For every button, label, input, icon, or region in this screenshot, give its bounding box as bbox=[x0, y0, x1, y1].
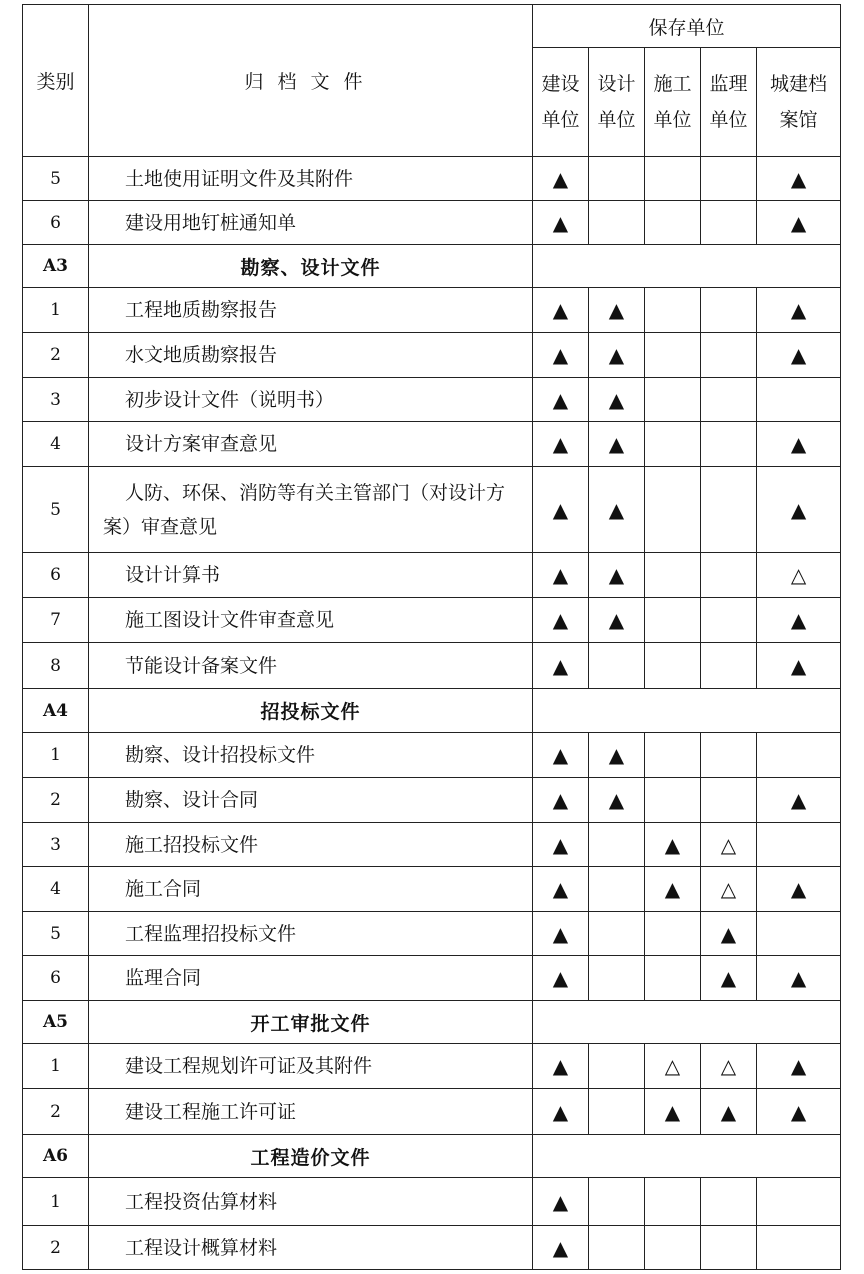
mark-design-empty-mark bbox=[589, 956, 645, 1001]
mark-contractor-filled-triangle-icon: ▲ bbox=[645, 1089, 701, 1135]
section-blank-cell bbox=[533, 1135, 841, 1178]
mark-contractor-empty-mark bbox=[645, 333, 701, 378]
document-name: 初步设计文件（说明书） bbox=[89, 378, 533, 422]
mark-contractor-empty-mark bbox=[645, 378, 701, 422]
table-row bbox=[23, 912, 841, 956]
table-header bbox=[23, 5, 841, 157]
mark-contractor-empty-mark bbox=[645, 1226, 701, 1270]
mark-construction-filled-triangle-icon: ▲ bbox=[533, 333, 589, 378]
mark-contractor-filled-triangle-icon: ▲ bbox=[645, 867, 701, 912]
mark-urban-archives-filled-triangle-icon: ▲ bbox=[757, 157, 841, 201]
document-name: 建设工程规划许可证及其附件 bbox=[89, 1044, 533, 1089]
mark-urban-archives-filled-triangle-icon: ▲ bbox=[757, 598, 841, 643]
table-row bbox=[23, 1089, 841, 1135]
mark-supervision-empty-mark bbox=[701, 553, 757, 598]
mark-construction-filled-triangle-icon: ▲ bbox=[533, 643, 589, 689]
mark-construction-filled-triangle-icon: ▲ bbox=[533, 467, 589, 553]
section-code: A4 bbox=[23, 689, 89, 733]
mark-contractor-empty-mark bbox=[645, 1178, 701, 1226]
mark-construction-filled-triangle-icon: ▲ bbox=[533, 912, 589, 956]
mark-urban-archives-empty-mark bbox=[757, 1178, 841, 1226]
mark-design-empty-mark bbox=[589, 157, 645, 201]
row-number: 2 bbox=[23, 333, 89, 378]
mark-design-empty-mark bbox=[589, 823, 645, 867]
mark-supervision-empty-mark bbox=[701, 1178, 757, 1226]
row-number: 7 bbox=[23, 598, 89, 643]
row-number: 2 bbox=[23, 1089, 89, 1135]
header-unit-contractor bbox=[645, 48, 701, 157]
table-row bbox=[23, 553, 841, 598]
table-row bbox=[23, 422, 841, 467]
row-number: 2 bbox=[23, 1226, 89, 1270]
table-row bbox=[23, 1178, 841, 1226]
mark-contractor-empty-mark bbox=[645, 201, 701, 245]
mark-supervision-empty-mark bbox=[701, 378, 757, 422]
document-name: 水文地质勘察报告 bbox=[89, 333, 533, 378]
header-unit-supervision bbox=[701, 48, 757, 157]
document-name: 建设工程施工许可证 bbox=[89, 1089, 533, 1135]
section-blank-cell bbox=[533, 1001, 841, 1044]
mark-design-filled-triangle-icon: ▲ bbox=[589, 598, 645, 643]
mark-urban-archives-empty-mark bbox=[757, 1226, 841, 1270]
mark-supervision-empty-mark bbox=[701, 288, 757, 333]
mark-design-filled-triangle-icon: ▲ bbox=[589, 378, 645, 422]
mark-design-empty-mark bbox=[589, 1044, 645, 1089]
mark-urban-archives-filled-triangle-icon: ▲ bbox=[757, 1044, 841, 1089]
document-name: 设计计算书 bbox=[89, 553, 533, 598]
section-title: 勘察、设计文件 bbox=[89, 245, 533, 288]
mark-urban-archives-filled-triangle-icon: ▲ bbox=[757, 288, 841, 333]
document-name: 勘察、设计合同 bbox=[89, 778, 533, 823]
mark-urban-archives-empty-mark bbox=[757, 912, 841, 956]
header-unit-label: 施工单位 bbox=[653, 73, 692, 131]
section-row bbox=[23, 1001, 841, 1044]
table-row bbox=[23, 598, 841, 643]
table-row bbox=[23, 201, 841, 245]
header-unit-urban-archives bbox=[757, 48, 841, 157]
table-body bbox=[23, 157, 841, 1270]
table-row bbox=[23, 157, 841, 201]
document-name: 施工招投标文件 bbox=[89, 823, 533, 867]
mark-construction-filled-triangle-icon: ▲ bbox=[533, 956, 589, 1001]
document-name: 施工图设计文件审查意见 bbox=[89, 598, 533, 643]
row-number: 2 bbox=[23, 778, 89, 823]
mark-urban-archives-filled-triangle-icon: ▲ bbox=[757, 1089, 841, 1135]
header-storage-unit: 保存单位 bbox=[533, 5, 841, 48]
section-blank-cell bbox=[533, 689, 841, 733]
section-row bbox=[23, 1135, 841, 1178]
mark-design-filled-triangle-icon: ▲ bbox=[589, 422, 645, 467]
row-number: 5 bbox=[23, 467, 89, 553]
row-number: 6 bbox=[23, 956, 89, 1001]
mark-urban-archives-empty-mark bbox=[757, 378, 841, 422]
mark-contractor-empty-mark bbox=[645, 912, 701, 956]
mark-design-empty-mark bbox=[589, 1178, 645, 1226]
section-title: 工程造价文件 bbox=[89, 1135, 533, 1178]
row-number: 5 bbox=[23, 157, 89, 201]
document-name: 节能设计备案文件 bbox=[89, 643, 533, 689]
document-name: 设计方案审查意见 bbox=[89, 422, 533, 467]
mark-construction-filled-triangle-icon: ▲ bbox=[533, 867, 589, 912]
mark-construction-filled-triangle-icon: ▲ bbox=[533, 378, 589, 422]
row-number: 1 bbox=[23, 288, 89, 333]
table-row bbox=[23, 823, 841, 867]
mark-urban-archives-filled-triangle-icon: ▲ bbox=[757, 956, 841, 1001]
mark-urban-archives-filled-triangle-icon: ▲ bbox=[757, 201, 841, 245]
mark-construction-filled-triangle-icon: ▲ bbox=[533, 598, 589, 643]
mark-construction-filled-triangle-icon: ▲ bbox=[533, 733, 589, 778]
mark-contractor-empty-mark bbox=[645, 778, 701, 823]
row-number: 4 bbox=[23, 422, 89, 467]
mark-contractor-hollow-triangle-icon: △ bbox=[645, 1044, 701, 1089]
mark-contractor-empty-mark bbox=[645, 598, 701, 643]
mark-design-filled-triangle-icon: ▲ bbox=[589, 733, 645, 778]
row-number: 5 bbox=[23, 912, 89, 956]
table-row bbox=[23, 1226, 841, 1270]
mark-contractor-empty-mark bbox=[645, 553, 701, 598]
table-row bbox=[23, 778, 841, 823]
mark-construction-filled-triangle-icon: ▲ bbox=[533, 1226, 589, 1270]
table-row bbox=[23, 956, 841, 1001]
mark-supervision-filled-triangle-icon: ▲ bbox=[701, 912, 757, 956]
table-row bbox=[23, 333, 841, 378]
mark-urban-archives-filled-triangle-icon: ▲ bbox=[757, 333, 841, 378]
header-unit-design bbox=[589, 48, 645, 157]
section-title: 开工审批文件 bbox=[89, 1001, 533, 1044]
section-code: A3 bbox=[23, 245, 89, 288]
mark-construction-filled-triangle-icon: ▲ bbox=[533, 422, 589, 467]
section-row bbox=[23, 245, 841, 288]
row-number: 1 bbox=[23, 733, 89, 778]
mark-contractor-empty-mark bbox=[645, 467, 701, 553]
header-category: 类别 bbox=[23, 5, 89, 157]
row-number: 3 bbox=[23, 378, 89, 422]
table-row bbox=[23, 867, 841, 912]
document-name: 人防、环保、消防等有关主管部门（对设计方案）审查意见 bbox=[89, 467, 533, 553]
header-unit-construction bbox=[533, 48, 589, 157]
document-name: 土地使用证明文件及其附件 bbox=[89, 157, 533, 201]
mark-design-filled-triangle-icon: ▲ bbox=[589, 333, 645, 378]
mark-urban-archives-filled-triangle-icon: ▲ bbox=[757, 643, 841, 689]
mark-supervision-empty-mark bbox=[701, 643, 757, 689]
table-row bbox=[23, 378, 841, 422]
mark-construction-filled-triangle-icon: ▲ bbox=[533, 778, 589, 823]
document-name: 勘察、设计招投标文件 bbox=[89, 733, 533, 778]
mark-design-empty-mark bbox=[589, 1089, 645, 1135]
header-unit-label: 监理单位 bbox=[709, 73, 748, 131]
mark-design-empty-mark bbox=[589, 1226, 645, 1270]
mark-supervision-empty-mark bbox=[701, 598, 757, 643]
section-row bbox=[23, 689, 841, 733]
table-row bbox=[23, 733, 841, 778]
mark-supervision-empty-mark bbox=[701, 157, 757, 201]
mark-supervision-filled-triangle-icon: ▲ bbox=[701, 1089, 757, 1135]
header-unit-label: 设计单位 bbox=[597, 73, 636, 131]
mark-urban-archives-empty-mark bbox=[757, 733, 841, 778]
mark-construction-filled-triangle-icon: ▲ bbox=[533, 288, 589, 333]
row-number: 1 bbox=[23, 1044, 89, 1089]
mark-construction-filled-triangle-icon: ▲ bbox=[533, 201, 589, 245]
mark-contractor-empty-mark bbox=[645, 422, 701, 467]
mark-construction-filled-triangle-icon: ▲ bbox=[533, 1089, 589, 1135]
document-name: 监理合同 bbox=[89, 956, 533, 1001]
document-name: 工程地质勘察报告 bbox=[89, 288, 533, 333]
mark-design-filled-triangle-icon: ▲ bbox=[589, 778, 645, 823]
mark-urban-archives-hollow-triangle-icon: △ bbox=[757, 553, 841, 598]
mark-supervision-empty-mark bbox=[701, 1226, 757, 1270]
mark-contractor-empty-mark bbox=[645, 643, 701, 689]
row-number: 6 bbox=[23, 201, 89, 245]
mark-supervision-empty-mark bbox=[701, 778, 757, 823]
row-number: 3 bbox=[23, 823, 89, 867]
mark-urban-archives-filled-triangle-icon: ▲ bbox=[757, 467, 841, 553]
mark-urban-archives-filled-triangle-icon: ▲ bbox=[757, 867, 841, 912]
mark-supervision-empty-mark bbox=[701, 467, 757, 553]
document-name: 工程设计概算材料 bbox=[89, 1226, 533, 1270]
table-row bbox=[23, 288, 841, 333]
mark-urban-archives-filled-triangle-icon: ▲ bbox=[757, 422, 841, 467]
mark-supervision-hollow-triangle-icon: △ bbox=[701, 867, 757, 912]
table-row bbox=[23, 1044, 841, 1089]
document-name: 工程投资估算材料 bbox=[89, 1178, 533, 1226]
table-row bbox=[23, 467, 841, 553]
mark-construction-filled-triangle-icon: ▲ bbox=[533, 823, 589, 867]
mark-design-empty-mark bbox=[589, 867, 645, 912]
section-code: A5 bbox=[23, 1001, 89, 1044]
mark-design-empty-mark bbox=[589, 643, 645, 689]
mark-contractor-empty-mark bbox=[645, 157, 701, 201]
header-unit-label: 城建档案馆 bbox=[770, 73, 828, 131]
mark-supervision-filled-triangle-icon: ▲ bbox=[701, 956, 757, 1001]
section-blank-cell bbox=[533, 245, 841, 288]
section-code: A6 bbox=[23, 1135, 89, 1178]
mark-supervision-empty-mark bbox=[701, 422, 757, 467]
mark-urban-archives-filled-triangle-icon: ▲ bbox=[757, 778, 841, 823]
mark-contractor-empty-mark bbox=[645, 288, 701, 333]
document-name: 工程监理招投标文件 bbox=[89, 912, 533, 956]
mark-contractor-empty-mark bbox=[645, 956, 701, 1001]
row-number: 6 bbox=[23, 553, 89, 598]
section-title: 招投标文件 bbox=[89, 689, 533, 733]
mark-design-filled-triangle-icon: ▲ bbox=[589, 467, 645, 553]
mark-design-empty-mark bbox=[589, 912, 645, 956]
mark-construction-filled-triangle-icon: ▲ bbox=[533, 553, 589, 598]
mark-construction-filled-triangle-icon: ▲ bbox=[533, 1178, 589, 1226]
mark-construction-filled-triangle-icon: ▲ bbox=[533, 157, 589, 201]
document-name: 建设用地钉桩通知单 bbox=[89, 201, 533, 245]
mark-design-filled-triangle-icon: ▲ bbox=[589, 553, 645, 598]
mark-supervision-empty-mark bbox=[701, 333, 757, 378]
table-row bbox=[23, 643, 841, 689]
header-archive-document: 归档文件 bbox=[89, 5, 533, 157]
row-number: 4 bbox=[23, 867, 89, 912]
mark-design-filled-triangle-icon: ▲ bbox=[589, 288, 645, 333]
mark-urban-archives-empty-mark bbox=[757, 823, 841, 867]
mark-contractor-filled-triangle-icon: ▲ bbox=[645, 823, 701, 867]
mark-supervision-hollow-triangle-icon: △ bbox=[701, 1044, 757, 1089]
header-unit-label: 建设单位 bbox=[541, 73, 580, 131]
archive-document-page bbox=[22, 4, 840, 1266]
mark-design-empty-mark bbox=[589, 201, 645, 245]
document-name: 施工合同 bbox=[89, 867, 533, 912]
mark-supervision-hollow-triangle-icon: △ bbox=[701, 823, 757, 867]
row-number: 8 bbox=[23, 643, 89, 689]
mark-supervision-empty-mark bbox=[701, 733, 757, 778]
mark-supervision-empty-mark bbox=[701, 201, 757, 245]
row-number: 1 bbox=[23, 1178, 89, 1226]
mark-contractor-empty-mark bbox=[645, 733, 701, 778]
archive-file-table bbox=[22, 4, 841, 1270]
mark-construction-filled-triangle-icon: ▲ bbox=[533, 1044, 589, 1089]
